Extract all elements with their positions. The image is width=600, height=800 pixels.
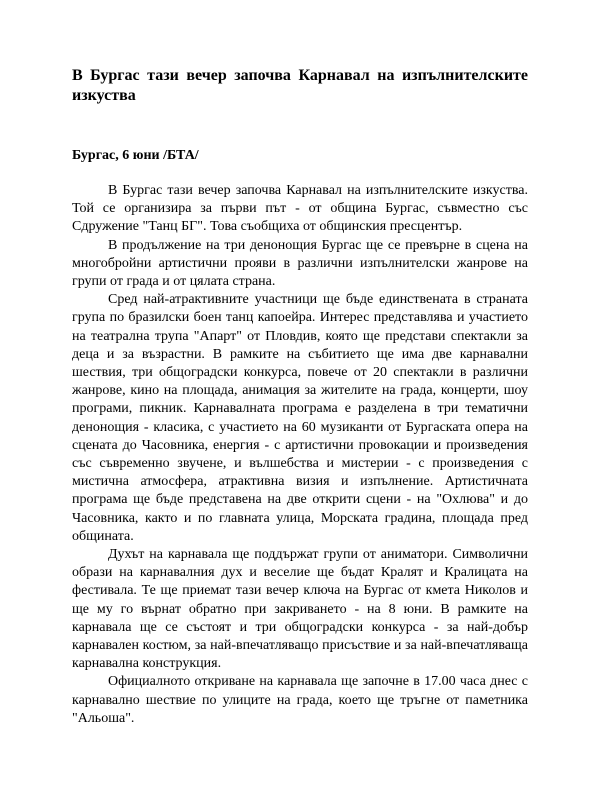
document-page xyxy=(72,66,528,728)
dateline: Бургас, 6 юни /БТА/ xyxy=(72,148,199,163)
article-title: В Бургас тази вечер започва Карнавал на изпълнителските изкуства xyxy=(72,67,528,104)
paragraph-1: В Бургас тази вечер започва Карнавал на изпълнителските изкуства. Той се организира за първи път - от община Бургас, съвместно със Сдружение "Танц БГ". Това съобщиха от общинския пресцентър. xyxy=(72,183,528,235)
paragraph-2: В продължение на три денонощия Бургас ще се превърне в сцена на многобройни артистични прояви в различни изпълнителски жанрове на групи от града и от цялата страна. xyxy=(72,237,528,290)
paragraph-5: Официалното откриване на карнавала ще започне в 17.00 часа днес с карнавално шествие по улиците на града, което ще тръгне от паметника "Альоша". xyxy=(72,674,528,726)
paragraph-3: Сред най-атрактивните участници ще бъде единствената в страната група по бразилски боен танц капоейра. Интерес представлява и участието на театрална трупа "Апарт" от Пловдив, която ще представи спектакли за деца и за възрастни. В рамките на събитието ще има две карнавални шествия, три общоградски конкурса, повече от 20 спектакли в различни жанрове, кино на площада, анимация за жителите на града, концерти, шоу програми, пикник. Карнавалната програма е разделена в три тематични денонощия - класика, с участието на 60 музиканти от Бургаската опера на сцената до Часовника, енергия - с артистични провокации и произведения със съвременно звучене, и вълшебства и мистерии - с произведения с мистична атмосфера, атрактивна визия и изпълнение. Артистичната програма ще бъде представена на две открити сцени - на "Охлюва" и до Часовника, както и по главната улица, Морската градина, площада пред общината. xyxy=(72,292,528,544)
paragraph-4: Духът на карнавала ще поддържат групи от аниматори. Символични образи на карнавалния дух и веселие ще бъдат Кралят и Кралицата на фестивала. Те ще приемат тази вечер ключа на Бургас от кмета Николов и ще му го върнат обратно при закриването - на 8 юни. В рамките на карнавала ще се състоят и три общоградски конкурса - за най-добър карнавален костюм, за най-впечатляващо присъствие и за най-впечатляваща карнавална конструкция. xyxy=(72,547,528,672)
